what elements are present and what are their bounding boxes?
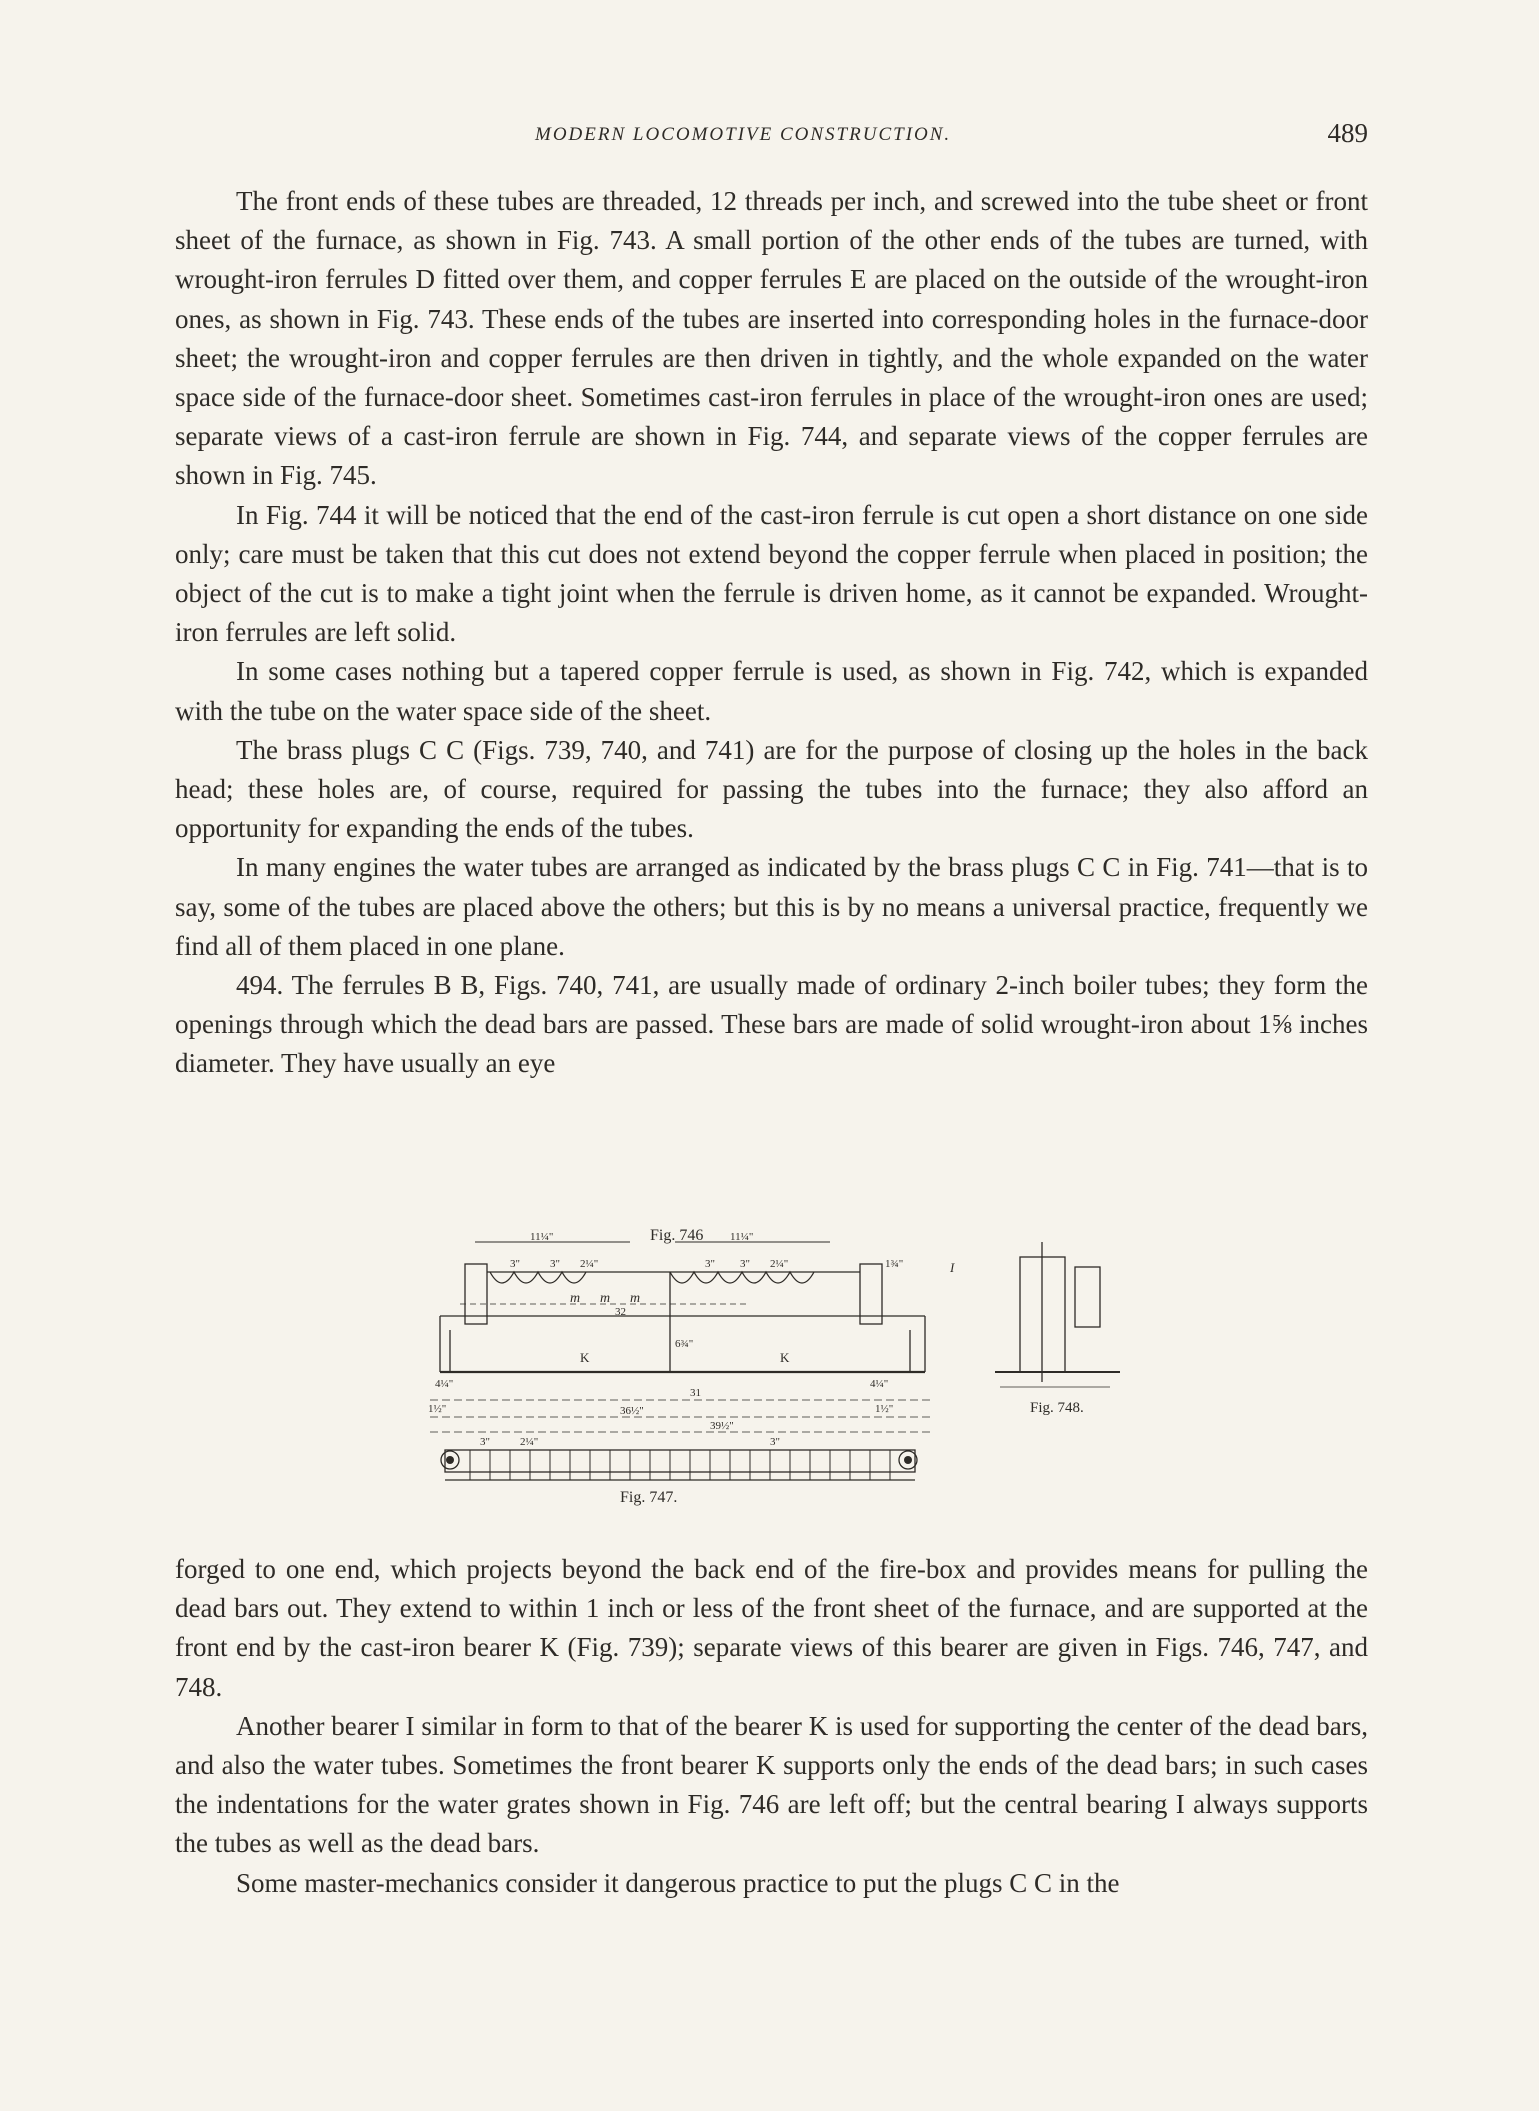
label-K: K <box>780 1350 790 1365</box>
dim-label: 3" <box>510 1258 520 1270</box>
dim-label: 4¼" <box>870 1378 889 1390</box>
label-I: I <box>950 1260 955 1275</box>
dim-label: 11¼" <box>730 1231 754 1243</box>
dim-label: 3" <box>550 1258 560 1270</box>
dim-label: 2¼" <box>770 1258 789 1270</box>
dim-label: 3" <box>480 1436 490 1448</box>
bearer-drawing <box>420 1222 1140 1522</box>
figure-746-747-748 <box>420 1222 1140 1522</box>
dim-label: 2¼" <box>580 1258 599 1270</box>
label-m: m <box>570 1291 581 1306</box>
paragraph: forged to one end, which projects beyond the back end of the fire-box and provides means for pulling the dead bars out. They extend to within 1 inch or less of the front sheet of the furnace, and are supported at the front end by the cast-iron bearer K (Fig. 739); separate views of this bearer are given in Figs. 746, 747, and 748. <box>175 1554 1368 1702</box>
body-text-top <box>175 182 1368 1084</box>
dim-label: 39½" <box>710 1420 734 1432</box>
paragraph: In Fig. 744 it will be noticed that the end of the cast-iron ferrule is cut open a short distance on one side only; care must be taken that this cut does not extend beyond the copper ferrule when placed in position; the object of the cut is to make a tight joint when the ferrule is driven home, as it cannot be expanded. Wrought-iron ferrules are left solid. <box>175 499 1368 648</box>
indentations-right <box>670 1272 814 1283</box>
dim-label: 32 <box>615 1306 626 1318</box>
dim-label: 36½" <box>620 1405 644 1417</box>
paragraph: In many engines the water tubes are arranged as indicated by the brass plugs C C in Fig. 741—that is to say, some of the tubes are placed above the others; but this is by no means a universal practice, frequently we find all of them placed in one plane. <box>175 852 1368 961</box>
dim-label: 31 <box>690 1387 701 1399</box>
paragraph: 494. The ferrules B B, Figs. 740, 741, are usually made of ordinary 2-inch boiler tubes; they form the openings through which the dead bars are passed. These bars are made of solid wrought-iron about 1⅝ inches diameter. They have usually an eye <box>175 970 1368 1079</box>
dim-label: 3" <box>705 1258 715 1270</box>
dim-label: 1½" <box>875 1403 894 1415</box>
paragraph: The front ends of these tubes are threaded, 12 threads per inch, and screwed into the tube sheet or front sheet of the furnace, as shown in Fig. 743. A small portion of the other ends of the tubes are turned, with wrought-iron ferrules D fitted over them, and copper ferrules E are placed on the outside of the wrought-iron ones, as shown in Fig. 743. These ends of the tubes are inserted into corresponding holes in the furnace-door sheet; the wrought-iron and copper ferrules are then driven in tightly, and the whole expanded on the water space side of the furnace-door sheet. Sometimes cast-iron ferrules in place of the wrought-iron ones are used; separate views of a cast-iron ferrule are shown in Fig. 744, and separate views of the copper ferrules are shown in Fig. 745. <box>175 186 1368 491</box>
paragraph: The brass plugs C C (Figs. 739, 740, and 741) are for the purpose of closing up the holes in the back head; these holes are, of course, required for passing the tubes into the furnace; they also afford an opportunity for expanding the ends of the tubes. <box>175 734 1368 844</box>
bolt-right <box>904 1456 912 1464</box>
fig-747-caption: Fig. 747. <box>620 1489 678 1506</box>
label-m: m <box>600 1291 611 1306</box>
paragraph: Some master-mechanics consider it dangerous practice to put the plugs C C in the <box>236 1867 1120 1898</box>
fig-746-caption: Fig. 746 <box>650 1227 704 1244</box>
body-text-bottom <box>175 1550 1368 1903</box>
dim-label: 2¼" <box>520 1436 539 1448</box>
page-number: 489 <box>1327 118 1368 148</box>
running-head <box>175 118 1368 158</box>
left-upright <box>465 1264 487 1324</box>
dim-label: 3" <box>770 1436 780 1448</box>
plan-outline <box>445 1450 915 1472</box>
dim-label: 1½" <box>428 1403 447 1415</box>
running-title: MODERN LOCOMOTIVE CONSTRUCTION. <box>535 124 952 145</box>
right-upright <box>860 1264 882 1324</box>
bolt-left <box>446 1456 454 1464</box>
dim-label: 6¾" <box>675 1338 694 1350</box>
dim-label: 3" <box>740 1258 750 1270</box>
dim-label: 11¼" <box>530 1231 554 1243</box>
dim-label: 4¼" <box>435 1378 454 1390</box>
paragraph: Another bearer I similar in form to that of the bearer K is used for supporting the center of the dead bars, and also the water tubes. Sometimes the front bearer K supports only the ends of the dead bars; in such cases the indentations for the water grates shown in Fig. 746 are left off; but the central bearing I always supports the tubes as well as the dead bars. <box>175 1710 1368 1859</box>
label-m: m <box>630 1291 641 1306</box>
label-K: K <box>580 1350 590 1365</box>
paragraph: In some cases nothing but a tapered copper ferrule is used, as shown in Fig. 742, which is expanded with the tube on the water space side of the sheet. <box>175 656 1368 726</box>
dim-label: 1¾" <box>885 1258 904 1270</box>
fig-748-caption: Fig. 748. <box>1030 1400 1084 1416</box>
indentations-left <box>490 1272 586 1283</box>
